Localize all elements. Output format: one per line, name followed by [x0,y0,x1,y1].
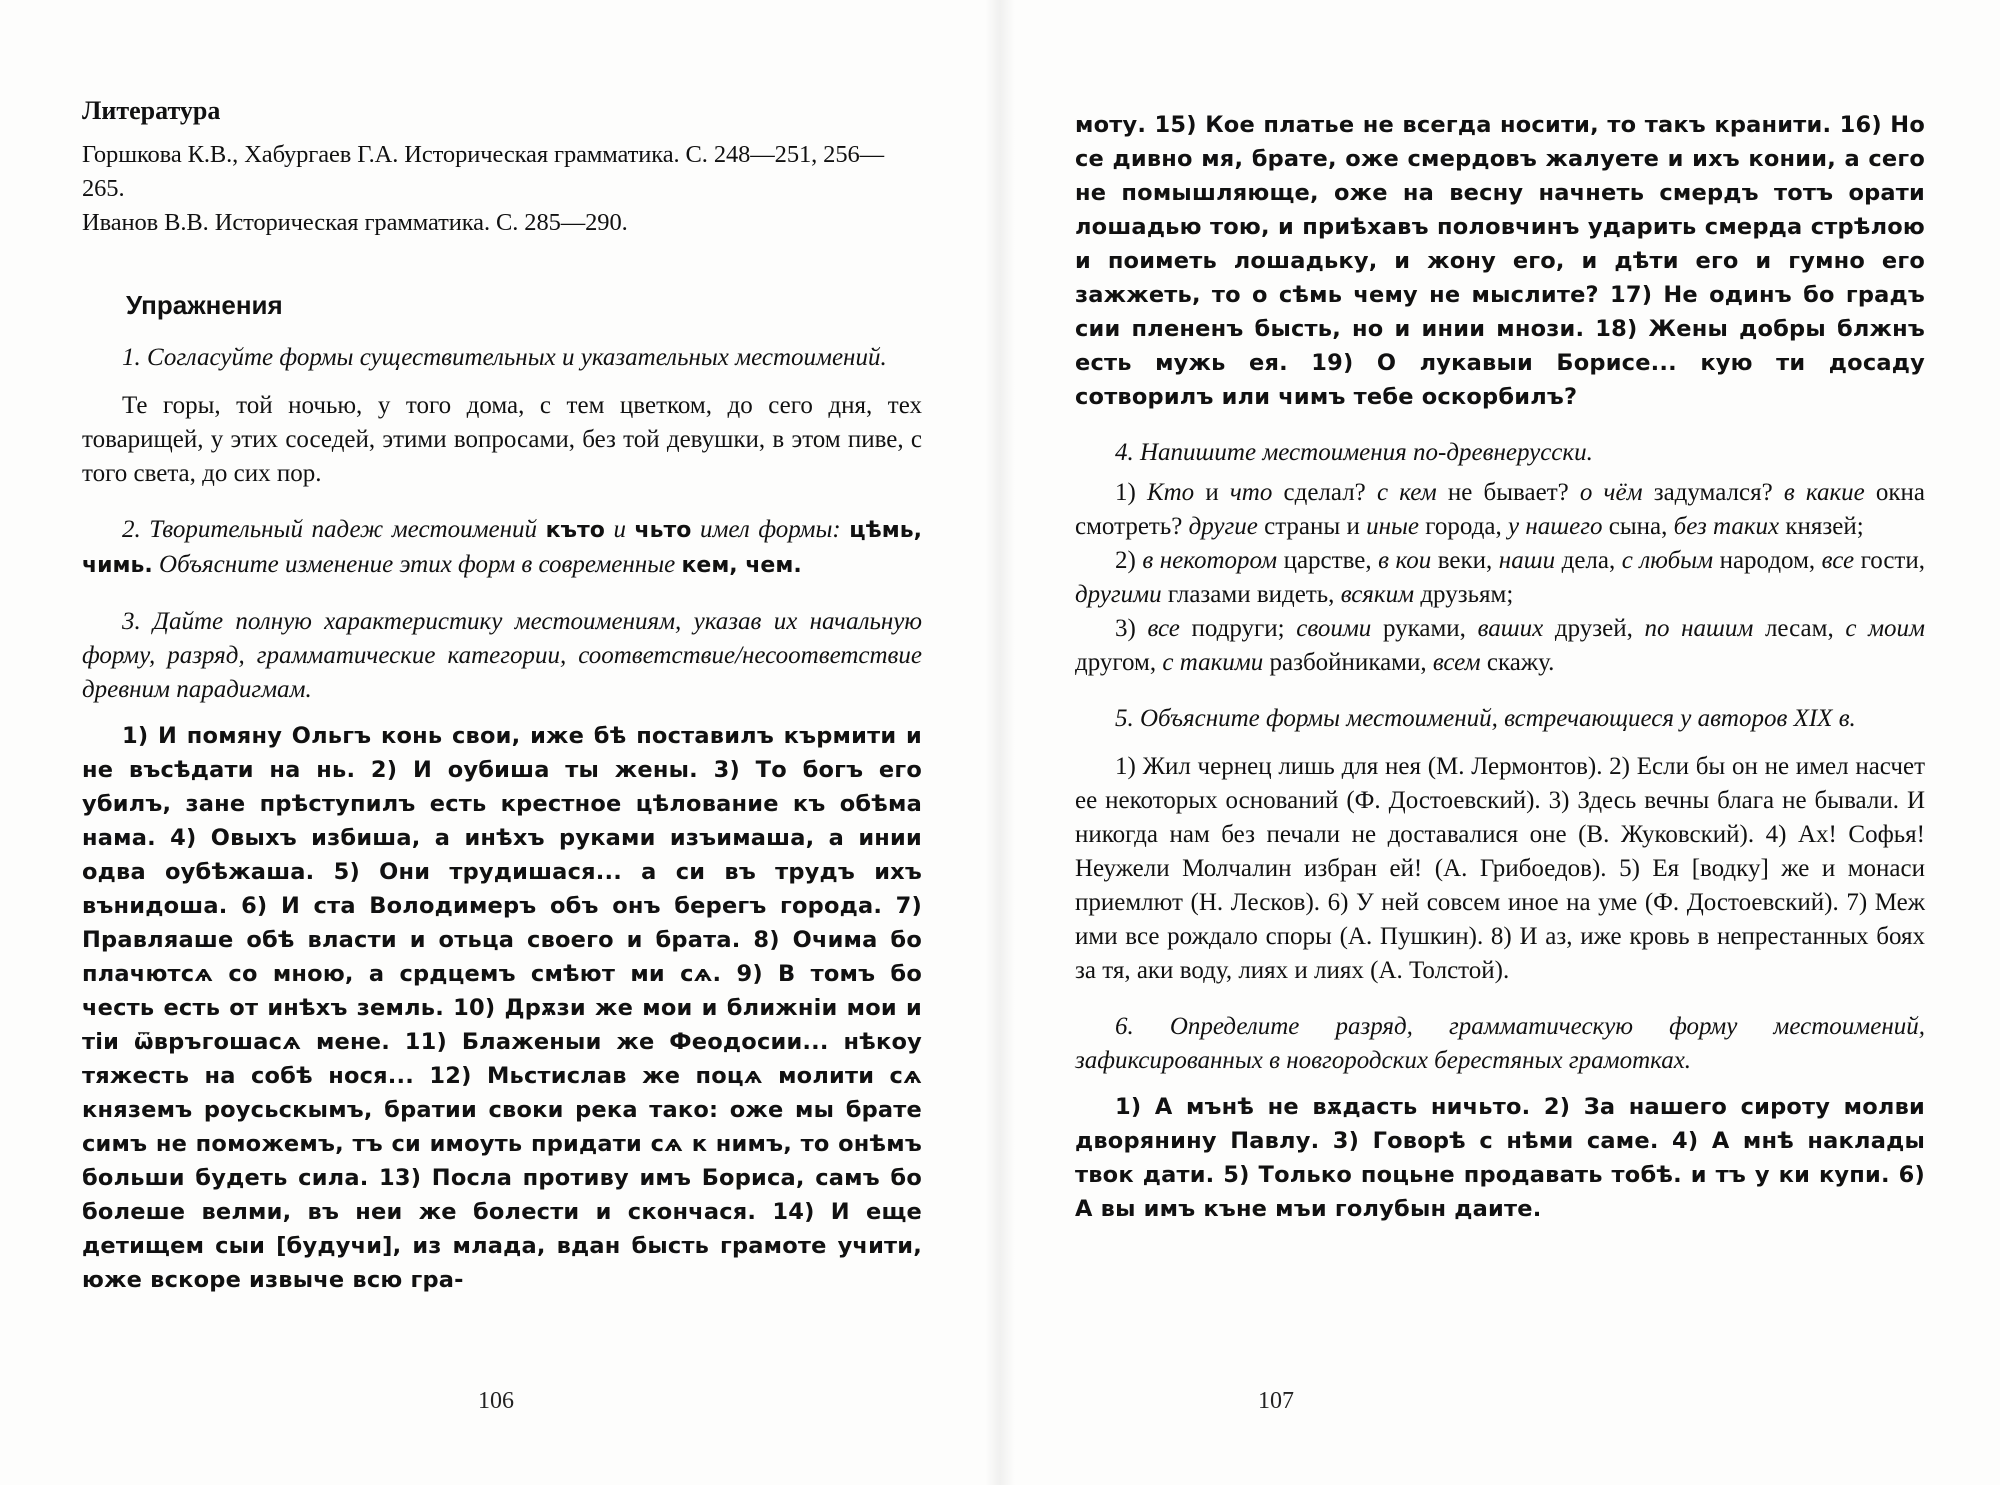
left-page-content [82,96,922,1297]
right-page-content [1075,108,1925,1226]
task-3-instruction: 3. Дайте полную характеристику местоимениям, указав их начальную форму, разряд, грамматические категории, соответствие/несоответствие древним парадигмам. [82,608,922,703]
page-number-left: 106 [478,1388,514,1414]
book-gutter [985,0,1015,1485]
exercises-heading: Упражнения [126,290,283,320]
task-4-instruction: 4. Напишите местоимения по-древнерусски. [1115,439,1593,466]
task-3-body: 1) И помяну Ольгъ конь свои, иже бѣ поставилъ кърмити и не въсѣдати на нь. 2) И оубиша ты жены. 3) То богъ его убилъ, зане прѣступилъ есть крестное цѣлование къ обѣма нама. 4) Овыхъ избиша, а инѣхъ руками изъимаша, а инии одва оубѣжаша. 5) Они трудишася... а си въ трудъ ихъ вънидоша. 6) И ста Володимеръ объ онъ берегъ города. 7) Правляаше обѣ власти и отьца своего и брата. 8) Очима бо плачютсѧ со мною, а срдцемъ смѣют ми сѧ. 9) В томъ бо честь есть от инѣхъ земль. 10) Дрѫзи же мои и ближнiи мои и тiи ѿвръгошасѧ мене. 11) Блаженыи же Феодосии... нѣкоу тяжесть на собѣ нося... 12) Мьстислав же поцѧ молити сѧ княземъ роусьскымъ, братии своки река тако: оже мы брате симъ не поможемъ, тъ си имоуть придати сѧ к нимъ, то онѣмъ больши будеть сила. 13) Посла противу имъ Бориса, самъ бо болеше велми, въ неи же болести и скончася. 14) И еще детищем сыи [будучи], из млада, вдан бысть грамоте учити, юже вскоре извыче всю гра- [82,723,922,1293]
task-4-item-2: 2) в некотором царстве, в кои веки, наши дела, с любым народом, все гости, другими глазами видеть, всяким друзьям; [1075,547,1925,608]
task-6-instruction: 6. Определите разряд, грамматическую форму местоимений, зафиксированных в новгородских берестяных грамотках. [1075,1013,1925,1074]
task-5-instruction: 5. Объясните формы местоимений, встречающиеся у авторов XIX в. [1115,705,1856,732]
page-number-right: 107 [1258,1388,1294,1414]
task-2-instruction: 2. Творительный падеж местоимений къто и чьто имел формы: цѣмь, чимь. Объясните изменение этих форм в современные кем, чем. [82,516,923,578]
task-3-continuation: моту. 15) Кое платье не всегда носити, то такъ кранити. 16) Но се дивно мя, брате, оже смердовъ жалуете и ихъ конии, а сего не помышляюще, оже на весну начнеть смердъ тотъ орати лошадью тою, и приѣхавъ половчинъ ударить смерда стрѣлою и поиметь лошадьку, и жону его, и дѣти его и гумно его зажжеть, то о сѣмь чему не мыслите? 17) Не одинъ бо градъ сии плененъ бысть, но и инии мнози. 18) Жены добры блжнъ есть мужь ея. 19) О лукавыи Борисе... кую ти досаду сотворилъ или чимъ тебе оскорбилъ? [1075,112,1925,410]
task-5-body: 1) Жил чернец лишь для нея (М. Лермонтов). 2) Если бы он не имел насчет ее некоторых оснований (Ф. Достоевский). 3) Здесь вечны блага не бывали. И никогда нам без печали не доставалися оне (В. Жуковский). 4) Ах! Софья! Неужели Молчалин избран ей! (А. Грибоедов). 5) Ея [водку] же и монаси приемлют (Н. Лесков). 6) У ней совсем иное на уме (Ф. Достоевский). 7) Меж ими все рождало споры (А. Пушкин). 8) И аз, иже кровь в непрестанных боях за тя, аки воду, лиях и лиях (А. Толстой). [1075,753,1925,984]
task-1-body: Те горы, той ночью, у того дома, с тем цветком, до сего дня, тех товарищей, у этих соседей, этими вопросами, без той девушки, в этом пиве, с того света, до сих пор. [82,392,922,487]
task-6-body: 1) А мънѣ не вѫдасть ничьто. 2) За нашего сироту молви дворянину Павлу. 3) Говорѣ с нѣми саме. 4) А мнѣ наклады твок дати. 5) Только поцьне продавать тобѣ. и тъ у ки купи. 6) А вы имъ кънe мъи голубын даите. [1075,1094,1925,1222]
literature-entry-2: Иванов В.В. Историческая грамматика. С. 285—290. [82,209,628,236]
literature-heading: Литература [82,96,221,125]
task-4-item-1: 1) Кто и что сделал? с кем не бывает? о чём задумался? в какие окна смотреть? другие страны и иные города, у нашего сына, без таких князей; [1075,479,1926,540]
literature-entry-1: Горшкова К.В., Хабургаев Г.А. Историческая грамматика. С. 248—251, 256—265. [82,141,885,202]
task-1-instruction: 1. Согласуйте формы существительных и указательных местоимений. [122,344,887,371]
page-107 [1000,0,2000,1485]
task-4-item-3: 3) все подруги; своими руками, ваших друзей, по нашим лесам, с моим другом, с такими разбойниками, всем скажу. [1075,615,1925,676]
